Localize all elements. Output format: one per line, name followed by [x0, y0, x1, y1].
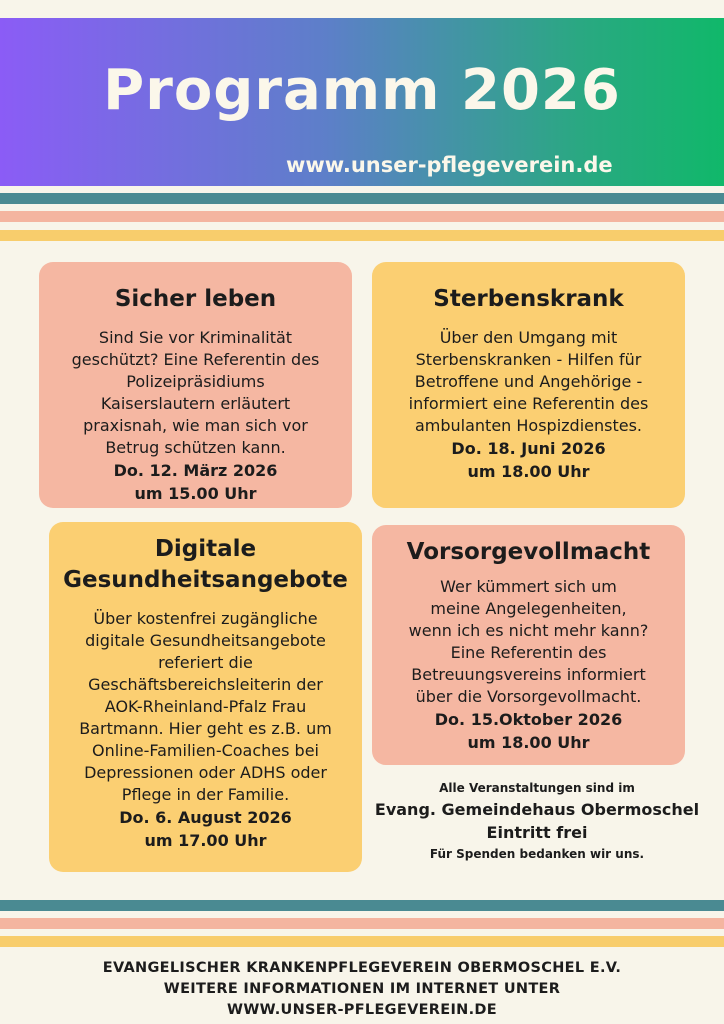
event-card-digitale-gesundheitsangebote [49, 522, 362, 872]
event-card-sicher-leben [39, 262, 352, 508]
stripe-yellow-top [0, 230, 724, 241]
header-url[interactable]: www.unser-pflegeverein.de [286, 153, 613, 177]
donation-note: Für Spenden bedanken wir uns. [429, 847, 645, 861]
event-card-vorsorgevollmacht [372, 525, 685, 765]
stripe-yellow-bottom [0, 936, 724, 947]
event-title: Sicher leben [114, 286, 277, 312]
stripe-teal-bottom [0, 900, 724, 911]
event-time: um 18.00 Uhr [467, 462, 590, 481]
event-date: Do. 12. März 2026 [113, 461, 278, 480]
event-time: um 17.00 Uhr [144, 831, 267, 850]
event-date: Do. 18. Juni 2026 [451, 439, 606, 458]
page-title: Programm 2026 [103, 58, 621, 123]
footer [0, 958, 724, 1021]
admission-note: Eintritt frei [486, 823, 588, 842]
stripe-pink-top [0, 211, 724, 222]
footer-url[interactable]: WWW.UNSER-PFLEGEVEREIN.DE [227, 1002, 497, 1018]
event-time: um 15.00 Uhr [134, 484, 257, 503]
venue-intro: Alle Veranstaltungen sind im [439, 781, 635, 795]
event-title: Vorsorgevollmacht [406, 539, 651, 565]
footer-org: EVANGELISCHER KRANKENPFLEGEVEREIN OBERMOSCHEL E.V. [102, 960, 622, 976]
footer-info: WEITERE INFORMATIONEN IM INTERNET UNTER [163, 981, 561, 997]
event-description: Über den Umgang mit Sterbenskranken - Hilfen für Betroffene und Angehörige - informiert eine Referentin des ambulanten Hospizdienstes. [408, 328, 649, 435]
venue-name: Evang. Gemeindehaus Obermoschel [374, 800, 700, 819]
event-title: Digitale Gesundheitsangebote [63, 536, 348, 593]
header-banner [0, 18, 724, 186]
event-date: Do. 6. August 2026 [119, 808, 292, 827]
event-title: Sterbenskrank [433, 286, 624, 312]
event-description: Sind Sie vor Kriminalität geschützt? Eine Referentin des Polizeipräsidiums Kaiserslautern erläutert praxisnah, wie man sich vor Betrug schützen kann. [71, 328, 320, 457]
event-description: Wer kümmert sich um meine Angelegenheiten, wenn ich es nicht mehr kann? Eine Referentin des Betreuungsvereins informiert über die Vorsorgevollmacht. [408, 577, 649, 706]
stripe-pink-bottom [0, 918, 724, 929]
event-date: Do. 15.Oktober 2026 [434, 710, 623, 729]
stripe-teal-top [0, 193, 724, 204]
event-card-sterbenskrank [372, 262, 685, 508]
event-description: Über kostenfrei zugängliche digitale Gesundheitsangebote referiert die Geschäftsbereichsleiterin der AOK-Rheinland-Pfalz Frau Bartmann. Hier geht es z.B. um Online-Familien-Coaches bei Depressionen oder ADHS oder Pflege in der Familie. [79, 609, 332, 804]
event-time: um 18.00 Uhr [467, 733, 590, 752]
venue-info [372, 778, 702, 864]
